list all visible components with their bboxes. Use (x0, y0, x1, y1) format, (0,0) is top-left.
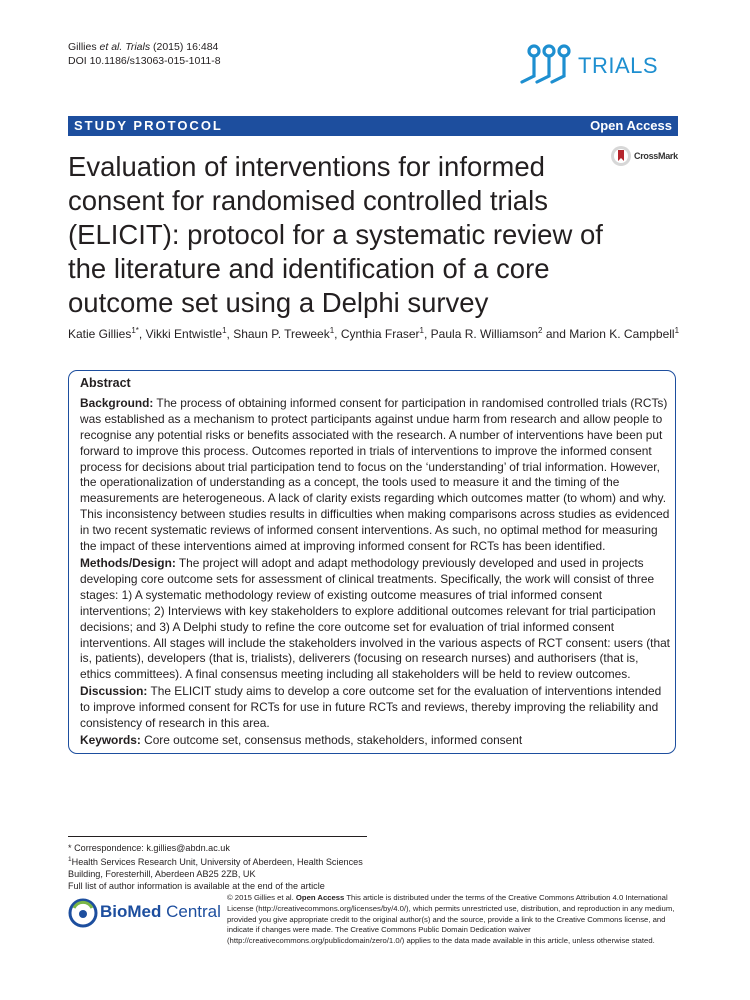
author-affiliation: 2 (538, 326, 543, 335)
authors-conjunction: and (545, 327, 566, 341)
abstract-keywords (80, 733, 670, 749)
biomed-central-logo (68, 898, 221, 928)
abstract-heading: Abstract (80, 376, 131, 390)
methods-text: The project will adopt and adapt methodology previously developed and used in projects developing core outcome sets for assessment of clinical treatments. Specifically, the work will consist of three stages: 1) A systematic methodology review of existing outcome measures of trial informed consent interventions; 2) Interviews with key stakeholders to explore additional outcomes relevant for trial participation decisions; and 3) A Delphi study to refine the core outcome set for evaluation of trial informed consent interventions. All stages will include the stakeholders involved in the various aspects of RCT consent: users (that is, patients), developers (that is, trialists), deliverers (focusing on research nurses) and authorisers (that is, ethics committees). A final consensus meeting including all stakeholders will be held to review outcomes. (80, 555, 670, 682)
author-affiliation: 1 (419, 326, 424, 335)
article-type-label: STUDY PROTOCOL (74, 118, 223, 133)
article-title: Evaluation of interventions for informed consent for randomised controlled trials (ELICIT): protocol for a systematic review of the literature and identification of a core outcome set using a Delphi survey (68, 151, 603, 318)
author-affiliation: 1 (329, 326, 335, 335)
biomed-central-icon (68, 898, 98, 928)
discussion-label: Discussion: (80, 684, 148, 699)
affiliation-text-1: Health Services Research Unit, University of Aberdeen, Health Sciences (71, 857, 363, 868)
methods-label: Methods/Design: (80, 555, 176, 570)
central-text: Central (161, 902, 221, 921)
doi-line: DOI 10.1186/s13063-015-1011-8 (68, 55, 221, 67)
affiliation-line-2: Building, Foresterhill, Aberdeen AB25 2ZB, UK (68, 869, 256, 880)
author-name: Paula R. Williamson (430, 327, 539, 341)
abstract-box (68, 370, 676, 754)
background-label: Background: (80, 395, 154, 410)
correspondence-note[interactable]: * Correspondence: k.gillies@abdn.ac.uk (68, 843, 230, 853)
affiliation-line-1 (68, 854, 378, 868)
author-name: Shaun P. Treweek (233, 327, 330, 341)
license-statement (227, 893, 679, 947)
trials-logo (512, 42, 662, 86)
trials-logo-icon (512, 42, 578, 86)
license-text: This article is distributed under the terms of the Creative Commons Attribution 4.0 International License (http://creativecommons.org/licenses/by/4.0/), which permits unrestricted use, distribution, and reproduction in any medium, provided you give appropriate credit to the original author(s) and the source, provide a link to the Creative Commons license, and indicate if changes were made. The Creative Commons Public Domain Dedication waiver (http://creativecommons.org/publicdomain/zero/1.0/) applies to the data made available in this article, unless otherwise stated. (227, 893, 675, 946)
crossmark-icon (610, 145, 632, 169)
author-info-note: Full list of author information is available at the end of the article (68, 881, 325, 892)
keywords-label: Keywords: (80, 732, 141, 747)
author-name: Vikki Entwistle (145, 327, 223, 341)
footnotes (68, 842, 378, 892)
author-name: Katie Gillies (68, 327, 132, 341)
abstract-methods (80, 556, 670, 683)
affiliation-number: 1 (68, 856, 72, 863)
biomed-central-text (100, 902, 221, 922)
abstract-content (80, 376, 670, 750)
abstract-background (80, 396, 670, 555)
article-type-banner (68, 116, 678, 136)
trials-logo-text: TRIALS (578, 53, 659, 78)
author-affiliation: 1* (131, 326, 139, 335)
citation-etal: et al. Trials (99, 41, 151, 53)
author-affiliation: 1 (674, 326, 680, 335)
biomed-text: BioMed (100, 902, 162, 921)
author-affiliation: 1 (222, 326, 227, 335)
author-name: Marion K. Campbell (569, 327, 675, 341)
citation-block (68, 40, 221, 68)
background-text: The process of obtaining informed consent for participation in randomised controlled trials (RCTs) was established as a mechanism to protect participants against undue harm from research and allow people to recognise any potential risks or benefits associated with the research. A number of interventions have been put forward to improve this process. Outcomes reported in trials of interventions to improve the informed consent process for decisions about trial participation tend to focus on the ‘understanding’ of trial information. However, the operationalization of understanding as a concept, the tools used to measure it and the timing of the measurements are heterogeneous. A lack of clarity exists regarding which outcomes matter (to whom) and why. This inconsistency between studies results in difficulties when making comparisons across studies as evidenced in two recent systematic reviews of informed consent interventions. As such, no optimal method for measuring the impact of these interventions aimed at improving informed consent for RCTs has been identified. (80, 395, 670, 554)
author-name: Cynthia Fraser (340, 327, 420, 341)
copyright-text: © 2015 Gillies et al. (227, 893, 296, 902)
citation-line-1 (68, 40, 221, 54)
license-open-access: Open Access (295, 893, 345, 902)
abstract-discussion (80, 684, 670, 732)
keywords-text: Core outcome set, consensus methods, stakeholders, informed consent (140, 732, 523, 747)
citation-authors: Gillies (68, 41, 100, 53)
discussion-text: The ELICIT study aims to develop a core outcome set for the evaluation of interventions intended to improve informed consent for RCTs for use in future RCTs and reviews, thereby improving the reliability and consistency of research in this area. (80, 684, 662, 731)
citation-volume: (2015) 16:484 (150, 41, 219, 53)
crossmark-label: CrossMark (634, 151, 678, 161)
footnote-divider (68, 836, 367, 837)
author-list: Katie Gillies$^{1*}$, Vikki Entwistle$^1$, Shaun P. Treweek$^1$, Cynthia Fraser$^1$, Paula R. Williamson$^2$ and Marion K. Campbell$^1$ (68, 326, 680, 341)
open-access-label: Open Access (590, 118, 672, 133)
crossmark-badge[interactable] (610, 145, 685, 171)
